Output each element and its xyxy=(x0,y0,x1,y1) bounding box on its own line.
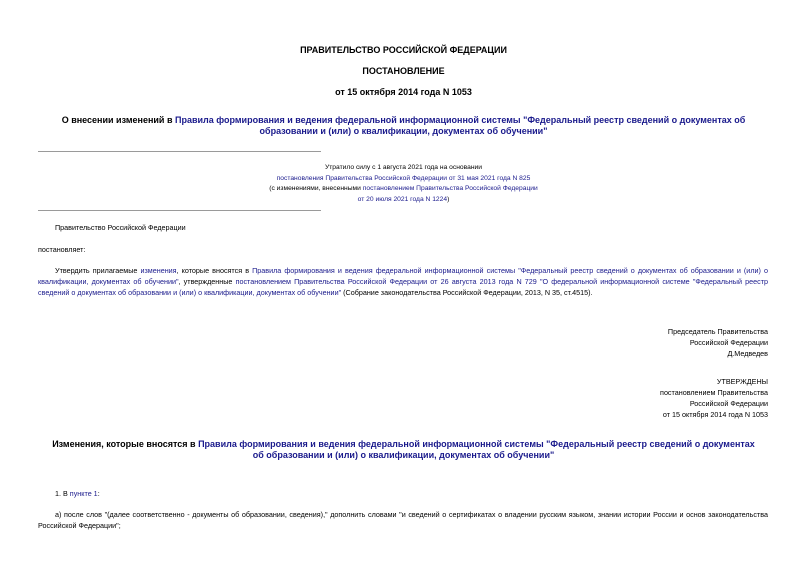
item-1-prefix: 1. В xyxy=(55,489,70,498)
approved-block xyxy=(500,376,768,420)
title-rules-link[interactable]: Правила формирования и ведения федеральной информационной системы "Федеральный реестр сведений о документах об образовании и (или) о квалификации, документах об обучении" xyxy=(174,115,746,136)
signature-line-2: Российской Федерации xyxy=(689,338,768,347)
expiry-link-resolution[interactable]: постановлением Правительства Российской Федерации xyxy=(362,185,538,192)
resolves-text: постановляет: xyxy=(38,245,86,254)
approved-line-1: УТВЕРЖДЕНЫ xyxy=(716,377,768,386)
expiry-note xyxy=(150,163,657,205)
item-1 xyxy=(55,488,100,499)
approved-line-3: Российской Федерации xyxy=(689,399,768,408)
approve-text-1: Утвердить прилагаемые xyxy=(55,266,141,275)
approve-text-2: , которые вносятся в xyxy=(176,266,253,275)
item-1-suffix: : xyxy=(97,489,100,498)
approved-line-2: постановлением Правительства xyxy=(660,388,768,397)
rules-link[interactable]: Правила формирования и ведения федеральной информационной системы "Федеральный реестр сведений о документах об образовании и (или) о квалификации, документах об обучении" xyxy=(38,266,768,286)
item-a: а) после слов "(далее соответственно - документы об образовании, сведения)," дополнить словами "и сведений о сертификатах о владении русским языком, знании истории России и основ законодательства Российской Федерации"; xyxy=(38,510,768,530)
document-type: ПОСТАНОВЛЕНИЕ xyxy=(362,66,445,76)
government-body: Правительство Российской Федерации xyxy=(55,223,186,232)
signature-name: Д.Медведев xyxy=(727,349,768,358)
signature-line-1: Председатель Правительства xyxy=(667,327,768,336)
approve-paragraph xyxy=(38,265,768,298)
expiry-line-1: Утратило силу с 1 августа 2021 года на основании xyxy=(325,164,482,171)
government-heading: ПРАВИТЕЛЬСТВО РОССИЙСКОЙ ФЕДЕРАЦИИ xyxy=(300,45,507,55)
title-prefix: О внесении изменений в xyxy=(61,115,175,125)
expiry-line-4-suffix: ) xyxy=(447,195,450,203)
changes-title xyxy=(50,439,757,461)
divider-top xyxy=(38,151,321,152)
item-1-link[interactable]: пункте 1 xyxy=(69,489,98,498)
changes-title-prefix: Изменения, которые вносятся в xyxy=(52,439,199,449)
document-title xyxy=(55,115,752,137)
approve-text-3: , утвержденные xyxy=(178,277,236,286)
resolution-729-link[interactable]: постановлением Правительства Российской Федерации от 26 августа 2013 года N 729 "О федеральной информационной системе "Федеральный реестр сведений о документах об образовании и (или) о квалификации, документах об обучении" xyxy=(38,277,768,297)
expiry-link-1224[interactable]: от 20 июля 2021 года N 1224 xyxy=(357,195,448,203)
document-date: от 15 октября 2014 года N 1053 xyxy=(335,87,472,97)
signature-block xyxy=(500,326,768,359)
expiry-link-resolution-825[interactable]: постановления Правительства Российской Федерации от 31 мая 2021 года N 825 xyxy=(276,174,531,182)
approve-text-4: (Собрание законодательства Российской Федерации, 2013, N 35, ст.4515). xyxy=(341,288,593,297)
expiry-line-3-prefix: (с изменениями, внесенными xyxy=(269,185,363,192)
approved-line-4: от 15 октября 2014 года N 1053 xyxy=(662,410,768,419)
changes-title-rules-link[interactable]: Правила формирования и ведения федеральной информационной системы "Федеральный реестр сведений о документах об образовании и (или) о квалификации, документах об обучении" xyxy=(198,439,755,460)
changes-link[interactable]: изменения xyxy=(140,266,177,275)
divider-bottom xyxy=(38,210,321,211)
